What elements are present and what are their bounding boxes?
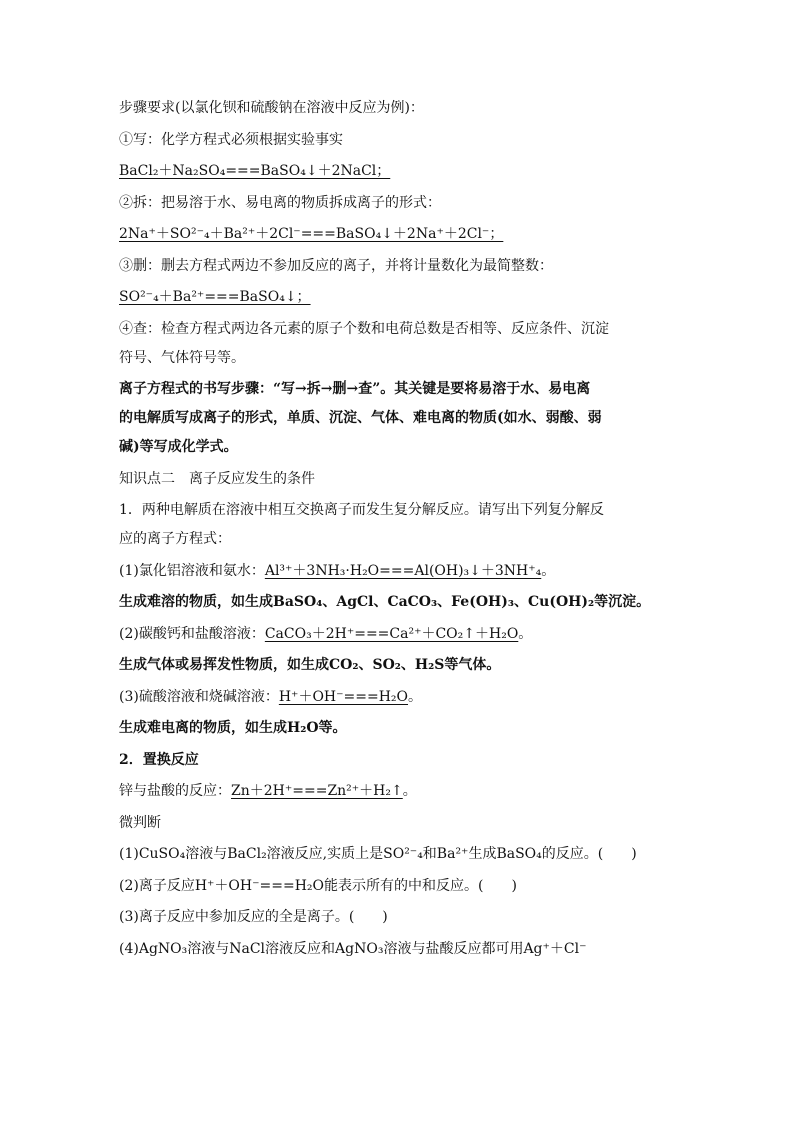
quiz-item-3: (3)离子反应中参加反应的全是离子。( ) xyxy=(119,909,388,925)
quiz-item-2: (2)离子反应H⁺＋OH⁻===H₂O能表示所有的中和反应。( ) xyxy=(119,877,517,894)
step-check-line2: 符号、气体符号等。 xyxy=(119,349,245,366)
note-weak-electrolyte: 生成难电离的物质，如生成H₂O等。 xyxy=(119,720,347,736)
note-gas: 生成气体或易挥发性物质，如生成CO₂、SO₂、H₂S等气体。 xyxy=(119,657,501,673)
example-2 xyxy=(119,624,679,644)
example-zinc-tail: 。 xyxy=(402,783,417,799)
point1-line2: 应的离子方程式： xyxy=(119,531,231,547)
step-delete: ③删：删去方程式两边不参加反应的离子，并将计量数化为最简整数： xyxy=(119,257,553,274)
example-1 xyxy=(119,561,679,581)
example-2-label: (2)碳酸钙和盐酸溶液： xyxy=(119,625,265,642)
example-3-equation: H⁺＋OH⁻===H₂O xyxy=(278,688,409,705)
example-3-label: (3)硫酸溶液和烧碱溶液： xyxy=(119,688,279,705)
equation-ionic-full: 2Na⁺＋SO²⁻₄＋Ba²⁺＋2Cl⁻===BaSO₄↓＋2Na⁺＋2Cl⁻； xyxy=(119,226,504,242)
steps-intro: 步骤要求(以氯化钡和硫酸钠在溶液中反应为例)： xyxy=(119,100,424,116)
section-heading: 知识点二 离子反应发生的条件 xyxy=(119,470,315,487)
example-1-label: (1)氯化铝溶液和氨水： xyxy=(119,562,265,579)
quiz-item-1: (1)CuSO₄溶液与BaCl₂溶液反应,实质上是SO²⁻₄和Ba²⁺生成BaSO₄的反应。( ) xyxy=(119,846,637,862)
note-precipitate: 生成难溶的物质，如生成BaSO₄、AgCl、CaCO₃、Fe(OH)₃、Cu(OH)₂等沉淀。 xyxy=(119,594,651,610)
document-page xyxy=(119,98,679,970)
quiz-heading: 微判断 xyxy=(119,814,161,831)
example-1-tail: 。 xyxy=(541,562,556,579)
example-2-equation: CaCO₃＋2H⁺===Ca²⁺＋CO₂↑＋H₂O xyxy=(264,625,519,642)
example-1-equation: Al³⁺＋3NH₃·H₂O===Al(OH)₃↓＋3NH⁺₄ xyxy=(264,562,542,579)
summary-line1: 离子方程式的书写步骤：“写→拆→删→查”。其关键是要将易溶于水、易电离 xyxy=(119,381,591,397)
summary-line3: 碱)等写成化学式。 xyxy=(119,439,238,455)
summary-line2: 的电解质写成离子的形式，单质、沉淀、气体、难电离的物质(如水、弱酸、弱 xyxy=(119,410,602,426)
quiz-item-4: (4)AgNO₃溶液与NaCl溶液反应和AgNO₃溶液与盐酸反应都可用Ag⁺＋Cl⁻ xyxy=(119,940,587,957)
example-zinc xyxy=(119,781,679,801)
example-zinc-equation: Zn＋2H⁺===Zn²⁺＋H₂↑ xyxy=(231,783,403,799)
step-write: ①写：化学方程式必须根据实验事实 xyxy=(119,131,343,148)
example-2-tail: 。 xyxy=(518,625,533,642)
step-split: ②拆：把易溶于水、易电离的物质拆成离子的形式： xyxy=(119,194,441,211)
point2-heading: 2．置换反应 xyxy=(119,751,199,768)
step-check-line1: ④查：检查方程式两边各元素的原子个数和电荷总数是否相等、反应条件、沉淀 xyxy=(119,320,609,337)
equation-molecular: BaCl₂＋Na₂SO₄===BaSO₄↓＋2NaCl； xyxy=(119,163,391,179)
equation-ionic-net: SO²⁻₄＋Ba²⁺===BaSO₄↓； xyxy=(119,289,311,305)
example-3-tail: 。 xyxy=(408,688,423,705)
example-zinc-label: 锌与盐酸的反应： xyxy=(119,783,231,799)
example-3 xyxy=(119,687,679,707)
point1-line1: 1．两种电解质在溶液中相互交换离子而发生复分解反应。请写出下列复分解反 xyxy=(119,502,604,518)
